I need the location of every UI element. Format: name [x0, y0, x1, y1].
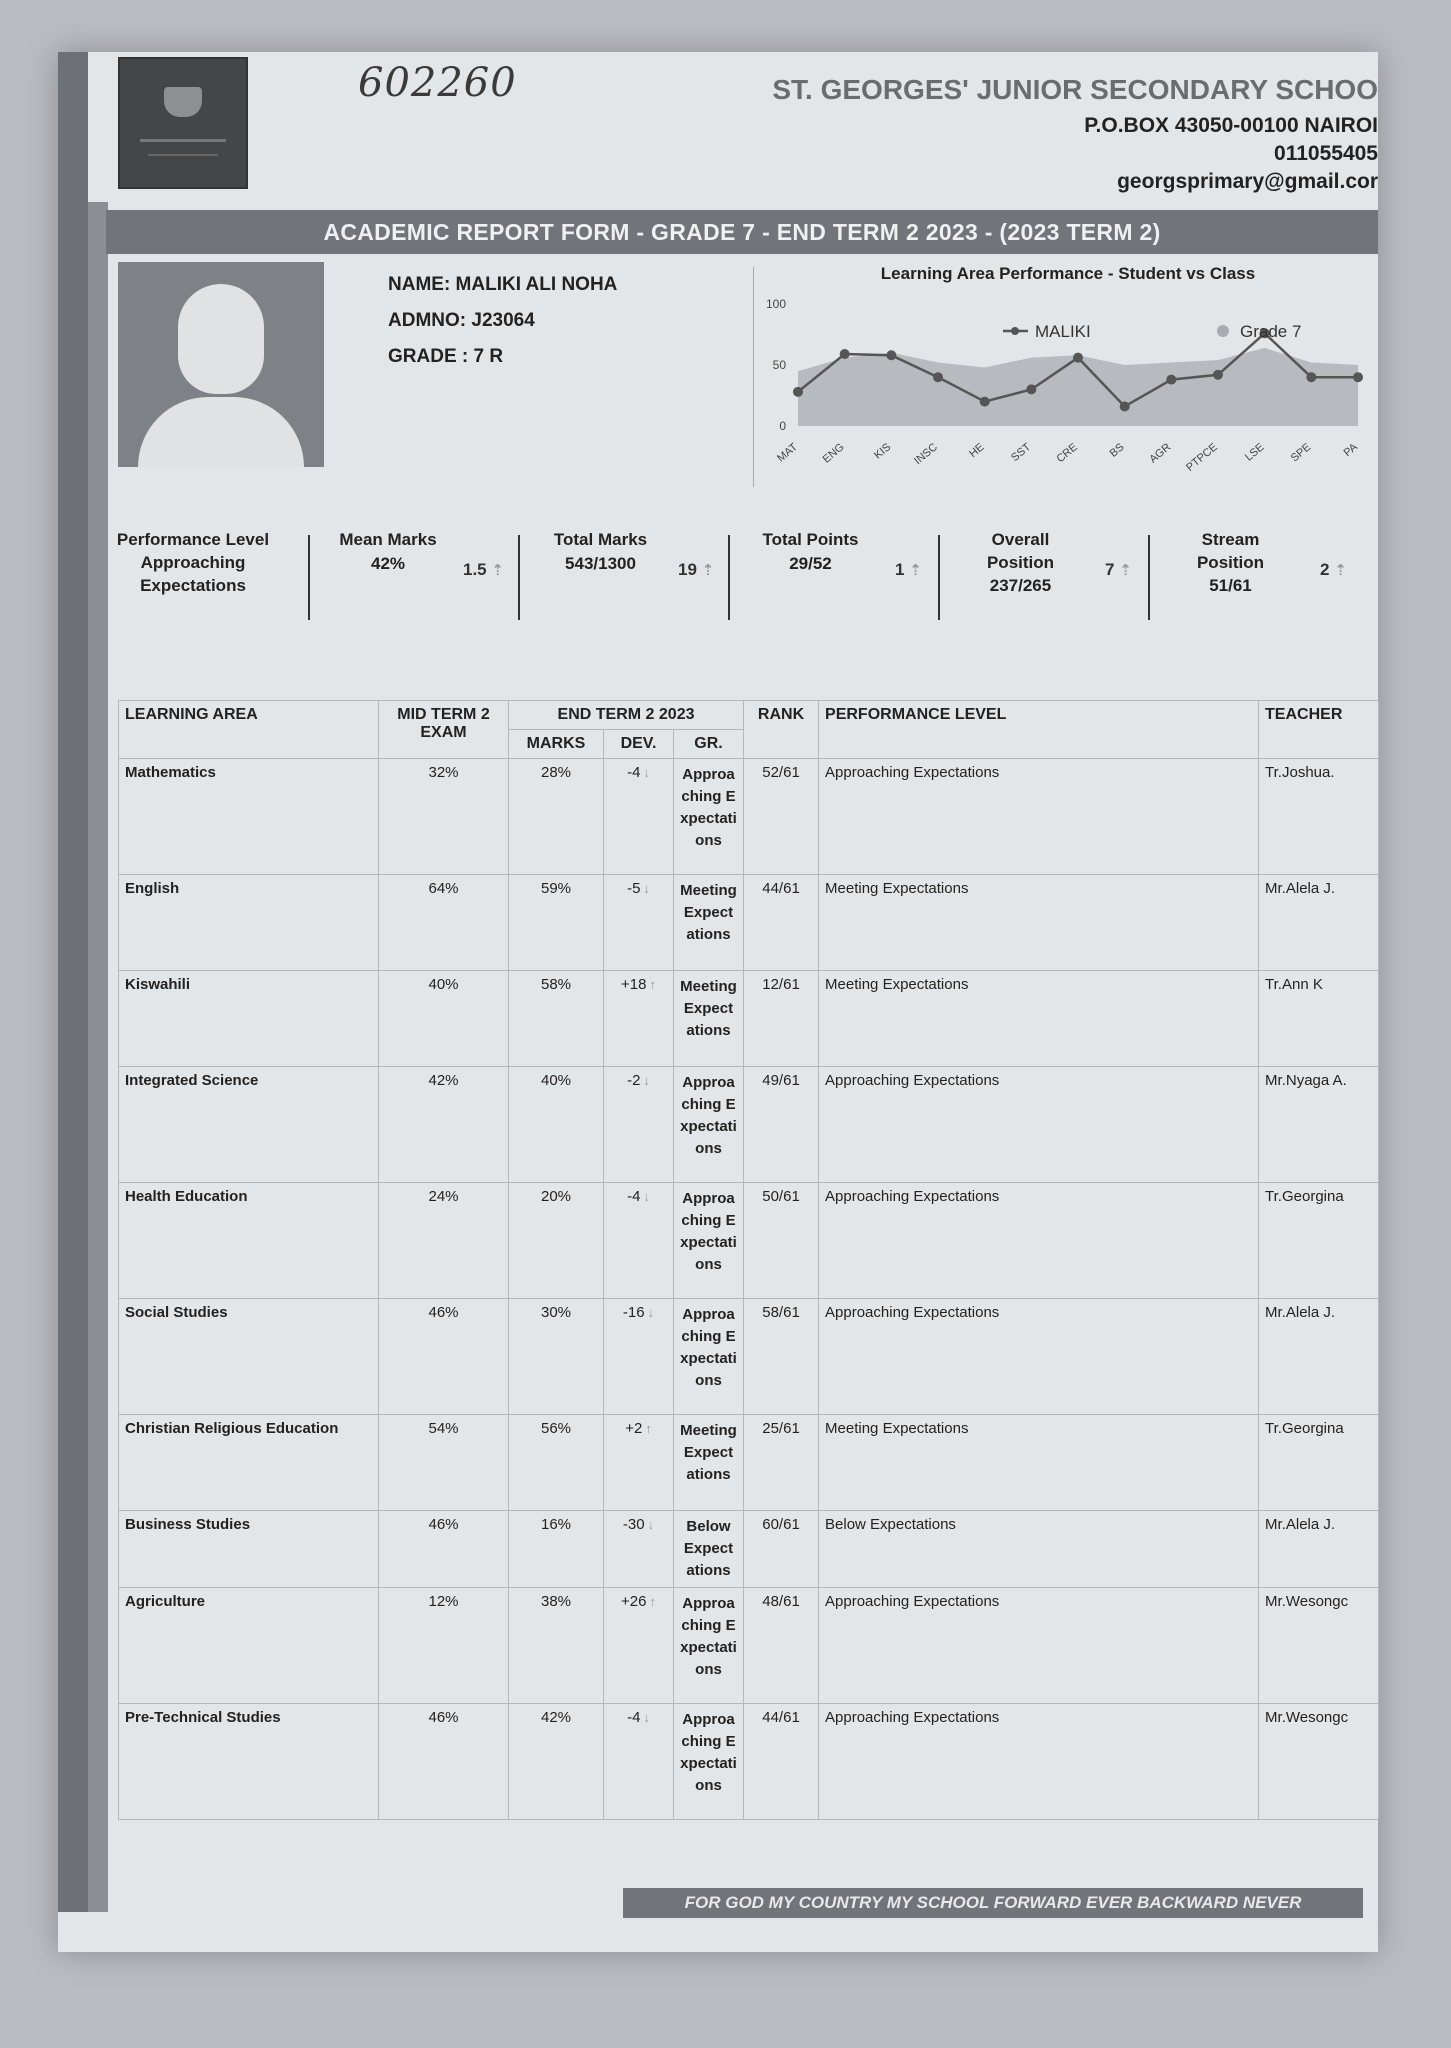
table-row [119, 1183, 1379, 1299]
up-arrow-icon: ↑ [649, 1594, 656, 1609]
student-data-point [1073, 353, 1083, 363]
table-row [119, 759, 1379, 875]
grade-cell: Meeting Expectations [674, 971, 744, 1067]
marks-cell: 16% [509, 1511, 604, 1588]
table-row [119, 875, 1379, 971]
mid-term-cell: 46% [379, 1299, 509, 1415]
dev-cell: -2 ↓ [604, 1067, 674, 1183]
teacher-cell: Tr.Joshua. [1259, 759, 1379, 875]
teacher-cell: Mr.Alela J. [1259, 875, 1379, 971]
grade-cell: Approaching Expectations [674, 759, 744, 875]
down-arrow-icon: ↓ [643, 1189, 650, 1204]
performance-level-cell: Meeting Expectations [819, 971, 1259, 1067]
school-phone: 011055405 [1274, 142, 1378, 165]
school-logo [118, 57, 248, 189]
dev-cell: -16 ↓ [604, 1299, 674, 1415]
teacher-cell: Tr.Georgina [1259, 1415, 1379, 1511]
summary-strip [98, 530, 1378, 640]
mean-marks-box: Mean Marks 42% [339, 530, 437, 573]
student-admno: ADMNO: J23064 [388, 310, 535, 331]
dev-cell: -4 ↓ [604, 1704, 674, 1820]
grade-cell: Approaching Expectations [674, 1704, 744, 1820]
crest-icon [164, 87, 202, 117]
school-email: georgsprimary@gmail.cor [1117, 170, 1378, 193]
mid-term-cell: 40% [379, 971, 509, 1067]
dev-cell: -30 ↓ [604, 1511, 674, 1588]
marks-cell: 40% [509, 1067, 604, 1183]
total-points-change: 1 ⇡ [895, 560, 922, 579]
x-tick-label: INSC [912, 441, 940, 468]
x-tick-label: ENG [820, 441, 847, 466]
table-row [119, 1067, 1379, 1183]
marks-cell: 42% [509, 1704, 604, 1820]
up-arrow-icon: ↑ [649, 977, 656, 992]
teacher-cell: Tr.Ann K [1259, 971, 1379, 1067]
header-dev: DEV. [604, 730, 674, 759]
student-data-point [1306, 372, 1316, 382]
rank-cell: 52/61 [744, 759, 819, 875]
header-marks: MARKS [509, 730, 604, 759]
up-arrow-icon: ↑ [645, 1421, 652, 1436]
learning-area-cell: Christian Religious Education [119, 1415, 379, 1511]
x-tick-label: SST [1009, 441, 1034, 465]
overall-position-box: Overall Position 237/265 [986, 530, 1055, 595]
x-tick-label: MAT [775, 441, 800, 465]
student-data-point [933, 372, 943, 382]
mid-term-cell: 46% [379, 1704, 509, 1820]
school-motto: FOR GOD MY COUNTRY MY SCHOOL FORWARD EVER BACKWARD NEVER [623, 1888, 1363, 1918]
learning-area-cell: English [119, 875, 379, 971]
rank-cell: 50/61 [744, 1183, 819, 1299]
student-data-point [793, 387, 803, 397]
performance-level-cell: Below Expectations [819, 1511, 1259, 1588]
grade-cell: Below Expectations [674, 1511, 744, 1588]
down-arrow-icon: ↓ [643, 1710, 650, 1725]
divider [753, 267, 754, 487]
performance-level-cell: Meeting Expectations [819, 875, 1259, 971]
student-data-point [1026, 384, 1036, 394]
mid-term-cell: 46% [379, 1511, 509, 1588]
grade-cell: Approaching Expectations [674, 1067, 744, 1183]
learning-area-cell: Business Studies [119, 1511, 379, 1588]
student-photo-placeholder [118, 262, 324, 467]
teacher-cell: Mr.Wesongc [1259, 1704, 1379, 1820]
overall-change: 7 ⇡ [1105, 560, 1132, 579]
performance-level-box: Performance Level Approaching Expectations [116, 530, 270, 595]
x-tick-label: SPE [1288, 441, 1314, 465]
teacher-cell: Mr.Alela J. [1259, 1299, 1379, 1415]
teacher-cell: Mr.Alela J. [1259, 1511, 1379, 1588]
learning-area-cell: Pre-Technical Studies [119, 1704, 379, 1820]
school-name: ST. GEORGES' JUNIOR SECONDARY SCHOO [772, 74, 1378, 105]
x-tick-label: LSE [1242, 441, 1267, 464]
dev-cell: -4 ↓ [604, 759, 674, 875]
student-grade: GRADE : 7 R [388, 346, 504, 367]
down-arrow-icon: ↓ [643, 765, 650, 780]
y-tick-label: 0 [779, 419, 786, 433]
learning-area-cell: Social Studies [119, 1299, 379, 1415]
performance-level-cell: Approaching Expectations [819, 1183, 1259, 1299]
rank-cell: 49/61 [744, 1067, 819, 1183]
student-data-point [840, 349, 850, 359]
grade-cell: Approaching Expectations [674, 1588, 744, 1704]
student-data-point [886, 350, 896, 360]
header-mid-term: MID TERM 2 EXAM [379, 701, 509, 759]
stream-change: 2 ⇡ [1320, 560, 1347, 579]
performance-level-cell: Approaching Expectations [819, 759, 1259, 875]
performance-level-cell: Approaching Expectations [819, 1588, 1259, 1704]
marks-cell: 59% [509, 875, 604, 971]
down-arrow-icon: ↓ [643, 1073, 650, 1088]
x-tick-label: PA [1341, 441, 1360, 460]
header-learning-area: LEARNING AREA [119, 701, 379, 759]
x-tick-label: HE [967, 441, 987, 461]
dev-cell: -4 ↓ [604, 1183, 674, 1299]
chart-title: Learning Area Performance - Student vs Class [880, 264, 1256, 283]
mean-change: 1.5 ⇡ [463, 560, 504, 579]
total-points-box: Total Points 29/52 [762, 530, 859, 573]
header-teacher: TEACHER [1259, 701, 1379, 759]
y-tick-label: 100 [765, 297, 786, 311]
teacher-cell: Tr.Georgina [1259, 1183, 1379, 1299]
stream-position-box: Stream Position 51/61 [1196, 530, 1265, 595]
table-row [119, 1704, 1379, 1820]
performance-chart [758, 264, 1378, 494]
left-margin-bar [58, 52, 88, 1912]
y-tick-label: 50 [772, 358, 786, 372]
x-tick-label: BS [1107, 441, 1127, 460]
table-row [119, 1415, 1379, 1511]
learning-area-cell: Integrated Science [119, 1067, 379, 1183]
mid-term-cell: 54% [379, 1415, 509, 1511]
student-data-point [1213, 370, 1223, 380]
rank-cell: 44/61 [744, 1704, 819, 1820]
x-tick-label: PTPCE [1184, 441, 1220, 474]
grade-cell: Meeting Expectations [674, 875, 744, 971]
chart-svg [758, 286, 1378, 501]
grade-cell: Meeting Expectations [674, 1415, 744, 1511]
legend-student-marker [1011, 327, 1019, 335]
performance-level-cell: Approaching Expectations [819, 1299, 1259, 1415]
dev-cell: +18 ↑ [604, 971, 674, 1067]
dev-cell: +26 ↑ [604, 1588, 674, 1704]
rank-cell: 58/61 [744, 1299, 819, 1415]
student-data-point [1166, 375, 1176, 385]
legend-student-label: MALIKI [1035, 322, 1091, 341]
marks-cell: 38% [509, 1588, 604, 1704]
table-row [119, 1588, 1379, 1704]
dev-cell: +2 ↑ [604, 1415, 674, 1511]
x-tick-label: CRE [1054, 441, 1080, 466]
student-data-point [1353, 372, 1363, 382]
teacher-cell: Mr.Wesongc [1259, 1588, 1379, 1704]
performance-level-cell: Approaching Expectations [819, 1067, 1259, 1183]
mid-term-cell: 24% [379, 1183, 509, 1299]
grade-cell: Approaching Expectations [674, 1299, 744, 1415]
marks-cell: 56% [509, 1415, 604, 1511]
teacher-cell: Mr.Nyaga A. [1259, 1067, 1379, 1183]
rank-cell: 25/61 [744, 1415, 819, 1511]
header-rank: RANK [744, 701, 819, 759]
learning-area-cell: Mathematics [119, 759, 379, 875]
marks-cell: 58% [509, 971, 604, 1067]
student-data-point [1120, 401, 1130, 411]
performance-level-cell: Approaching Expectations [819, 1704, 1259, 1820]
rank-cell: 60/61 [744, 1511, 819, 1588]
total-marks-change: 19 ⇡ [678, 560, 715, 579]
down-arrow-icon: ↓ [643, 881, 650, 896]
rank-cell: 44/61 [744, 875, 819, 971]
table-row [119, 1299, 1379, 1415]
school-address: P.O.BOX 43050-00100 NAIROI [1084, 114, 1378, 137]
mid-term-cell: 32% [379, 759, 509, 875]
legend-class-marker [1217, 325, 1229, 337]
marks-cell: 20% [509, 1183, 604, 1299]
marks-cell: 28% [509, 759, 604, 875]
mid-term-cell: 12% [379, 1588, 509, 1704]
header-performance-level: PERFORMANCE LEVEL [819, 701, 1259, 759]
report-paper [58, 52, 1378, 1952]
marks-table [118, 700, 1379, 1820]
learning-area-cell: Kiswahili [119, 971, 379, 1067]
table-row [119, 1511, 1379, 1588]
rank-cell: 48/61 [744, 1588, 819, 1704]
left-margin-bar-inner [88, 202, 108, 1912]
mid-term-cell: 64% [379, 875, 509, 971]
student-name: NAME: MALIKI ALI NOHA [388, 274, 618, 295]
grade-cell: Approaching Expectations [674, 1183, 744, 1299]
student-data-point [980, 397, 990, 407]
x-tick-label: AGR [1147, 441, 1174, 466]
down-arrow-icon: ↓ [647, 1305, 655, 1320]
table-row [119, 971, 1379, 1067]
learning-area-cell: Health Education [119, 1183, 379, 1299]
marks-cell: 30% [509, 1299, 604, 1415]
report-title-banner: ACADEMIC REPORT FORM - GRADE 7 - END TERM 2 2023 - (2023 TERM 2) [106, 210, 1378, 254]
legend-class-label: Grade 7 [1240, 322, 1302, 341]
header-end-term: END TERM 2 2023 [509, 701, 744, 730]
rank-cell: 12/61 [744, 971, 819, 1067]
performance-level-cell: Meeting Expectations [819, 1415, 1259, 1511]
down-arrow-icon: ↓ [647, 1517, 655, 1532]
dev-cell: -5 ↓ [604, 875, 674, 971]
learning-area-cell: Agriculture [119, 1588, 379, 1704]
header-grade: GR. [674, 730, 744, 759]
mid-term-cell: 42% [379, 1067, 509, 1183]
total-marks-box: Total Marks 543/1300 [553, 530, 648, 573]
handwritten-number: 602260 [358, 60, 517, 106]
x-tick-label: KIS [871, 441, 894, 462]
